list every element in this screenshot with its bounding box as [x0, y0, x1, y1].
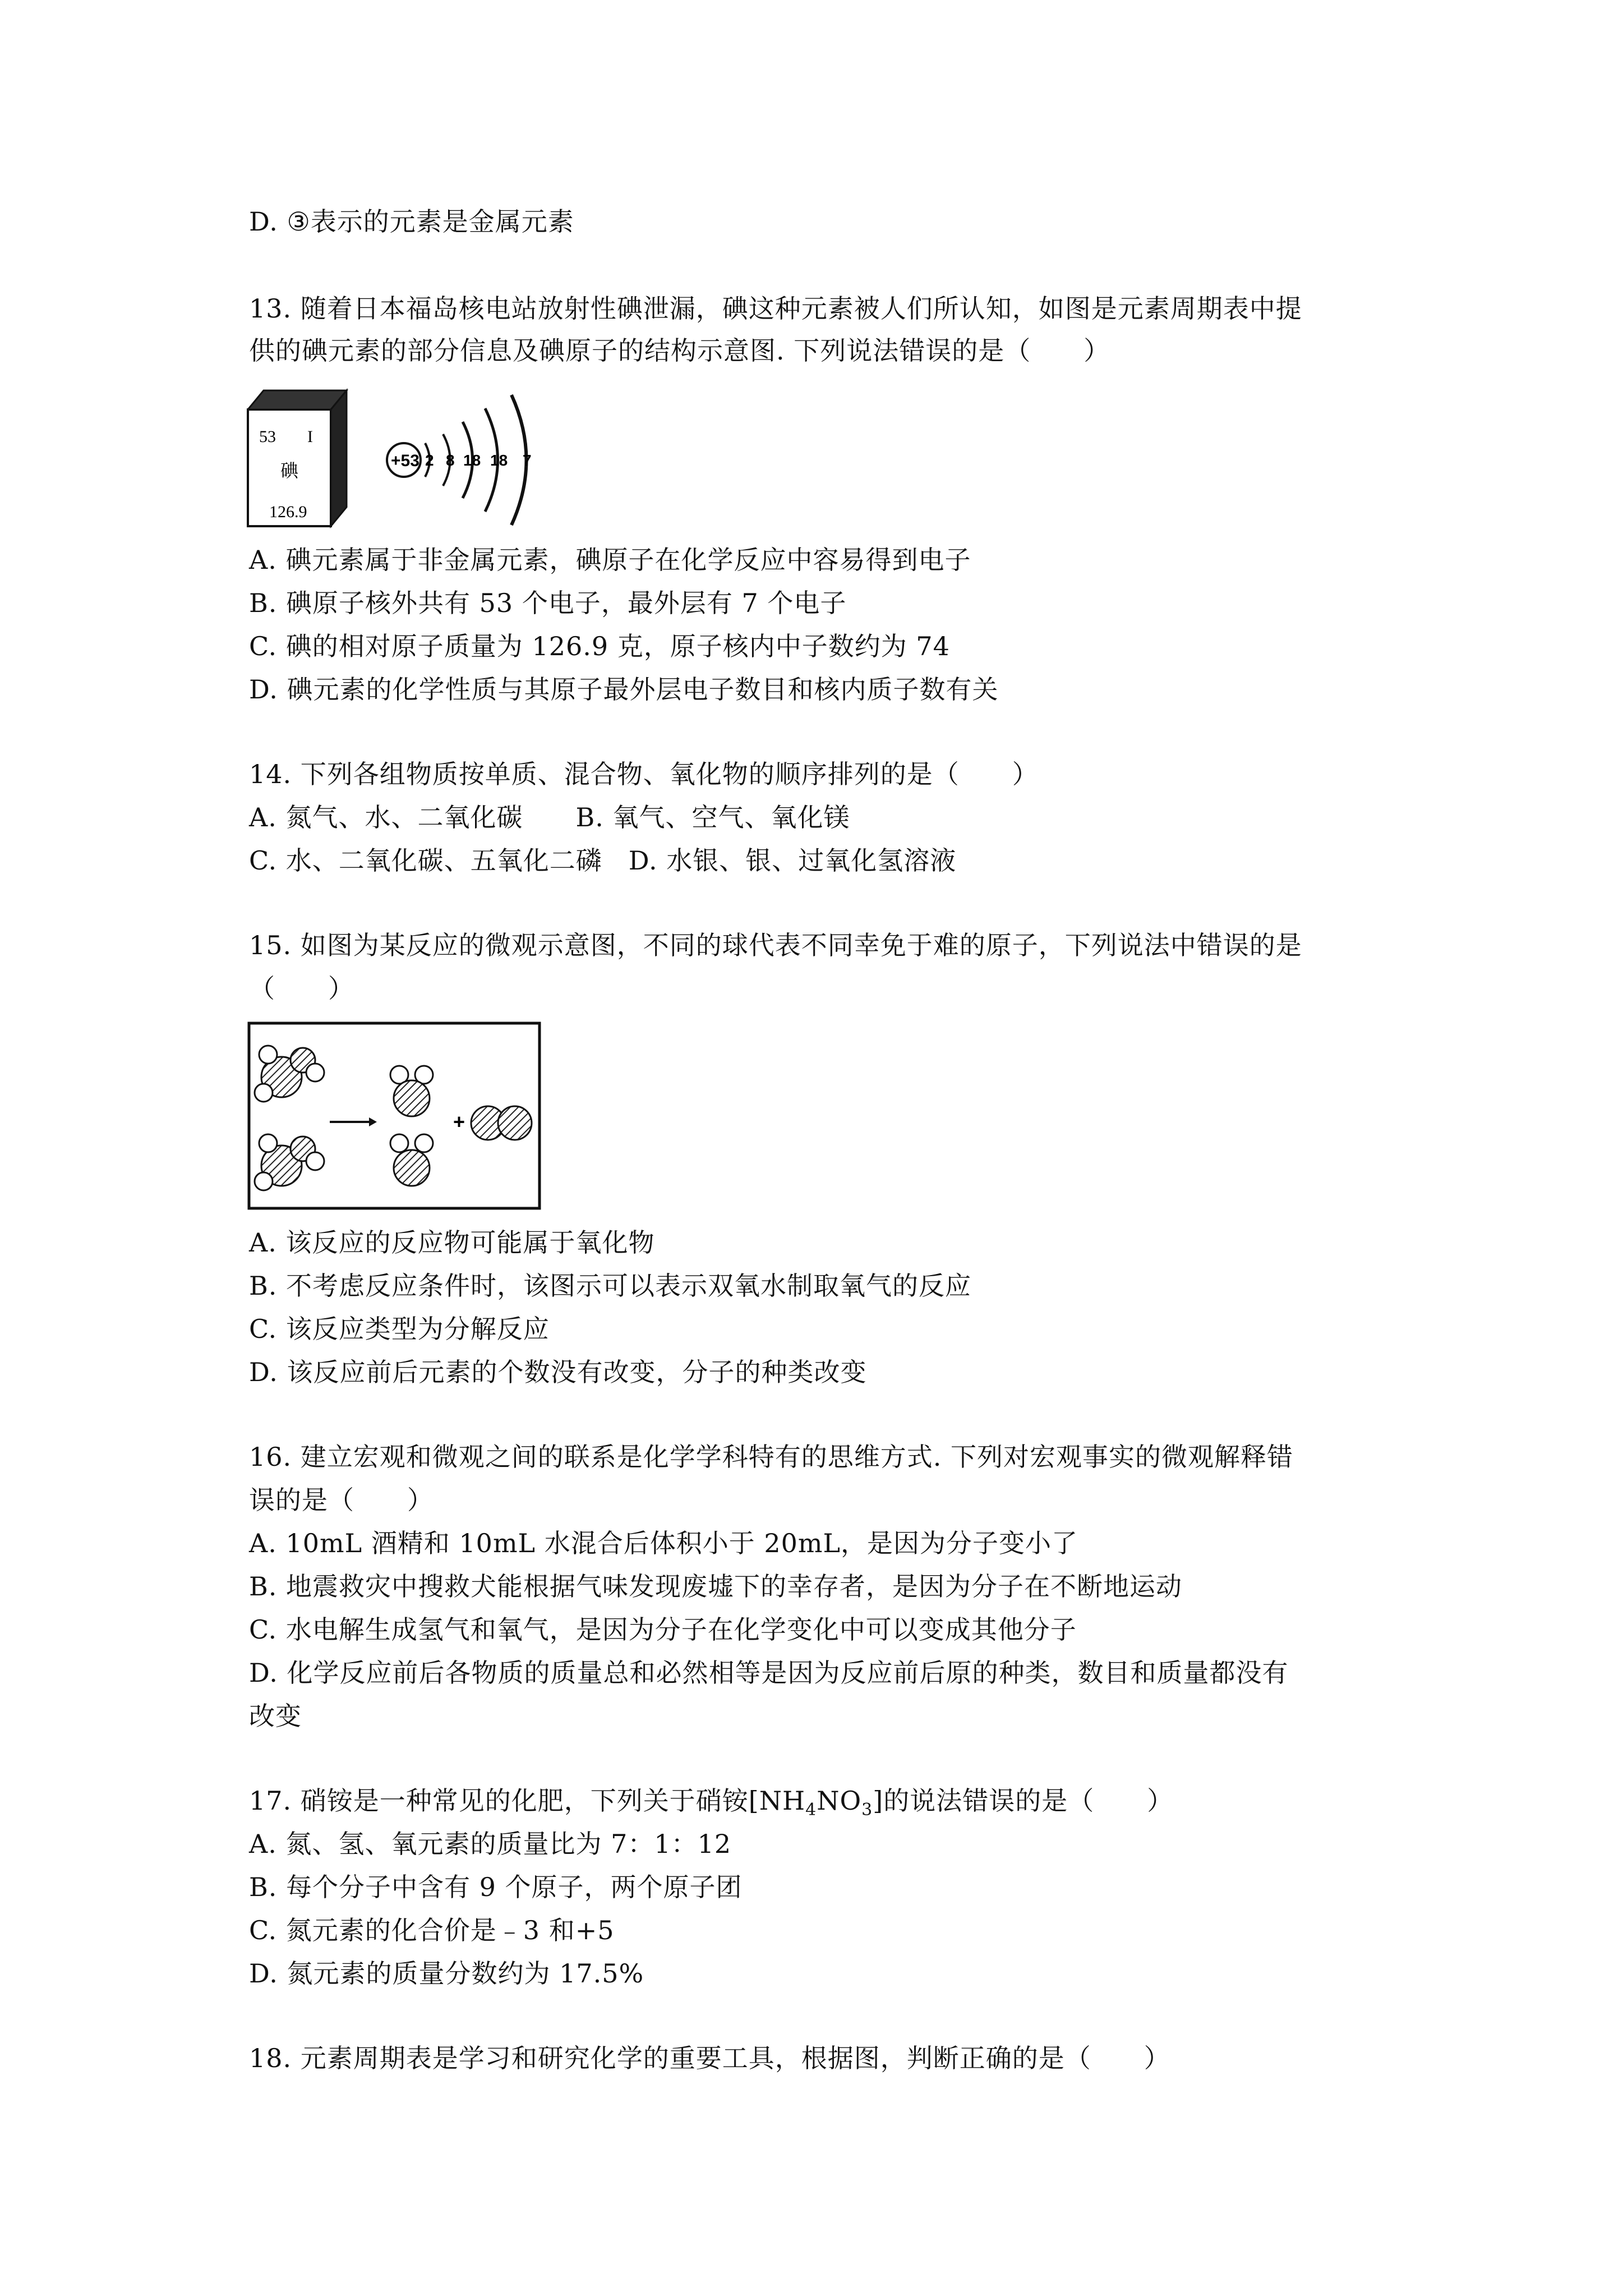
q17-option-d: D. 氮元素的质量分数约为 17.5% — [249, 1958, 644, 1989]
q14-options-ab: A. 氮气、水、二氧化碳 B. 氧气、空气、氧化镁 — [249, 802, 850, 832]
iodine-figure — [247, 387, 594, 533]
reactant-molecule-1 — [255, 1046, 324, 1102]
iodine-element-tile — [248, 390, 347, 526]
q15-option-d: D. 该反应前后元素的个数没有改变，分子的种类改变 — [249, 1357, 867, 1387]
q15-option-b: B. 不考虑反应条件时，该图示可以表示双氧水制取氧气的反应 — [249, 1271, 972, 1301]
plus-sign: + — [453, 1110, 465, 1133]
shell-count-3: 18 — [463, 452, 481, 469]
q13-option-c: C. 碘的相对原子质量为 126.9 克，原子核内中子数约为 74 — [249, 631, 950, 661]
q17-stem-post: ]的说法错误的是（ ） — [873, 1786, 1174, 1816]
iodine-atom-structure — [387, 395, 532, 525]
q13-option-a: A. 碘元素属于非金属元素，碘原子在化学反应中容易得到电子 — [249, 545, 971, 575]
q17-subscript-3: 3 — [861, 1800, 873, 1820]
q15-stem-line1: 15. 如图为某反应的微观示意图，不同的球代表不同幸免于难的原子，下列说法中错误的是 — [249, 930, 1302, 960]
shell-count-5: 7 — [523, 452, 532, 469]
q16-option-b: B. 地震救灾中搜救犬能根据气味发现废墟下的幸存者，是因为分子在不断地运动 — [249, 1571, 1183, 1602]
reaction-diagram — [247, 1021, 544, 1212]
q15-option-c: C. 该反应类型为分解反应 — [249, 1314, 550, 1344]
q16-option-d-line2: 改变 — [249, 1701, 302, 1731]
q17-stem — [249, 1784, 1173, 1818]
q16-option-c: C. 水电解生成氢气和氧气，是因为分子在化学变化中可以变成其他分子 — [249, 1614, 1077, 1645]
tile-atomic-number: 53 — [259, 427, 276, 446]
q17-subscript-4: 4 — [805, 1800, 817, 1820]
tile-symbol: I — [307, 427, 313, 446]
tile-name: 碘 — [280, 460, 299, 481]
q14-stem: 14. 下列各组物质按单质、混合物、氧化物的顺序排列的是（ ） — [249, 759, 1039, 789]
q15-stem-line2: （ ） — [249, 973, 354, 1004]
q17-option-c: C. 氮元素的化合价是﹣3 和+5 — [249, 1915, 615, 1945]
q17-option-b: B. 每个分子中含有 9 个原子，两个原子团 — [249, 1872, 743, 1902]
q15-option-a: A. 该反应的反应物可能属于氧化物 — [249, 1227, 655, 1258]
shell-count-1: 2 — [425, 452, 434, 469]
product-molecule-1 — [390, 1066, 433, 1116]
q16-stem-line1: 16. 建立宏观和微观之间的联系是化学学科特有的思维方式. 下列对宏观事实的微观解释错 — [249, 1442, 1294, 1472]
q14-options-cd: C. 水、二氧化碳、五氧化二磷 D. 水银、银、过氧化氢溶液 — [249, 845, 957, 876]
q13-stem-line2: 供的碘元素的部分信息及碘原子的结构示意图. 下列说法错误的是（ ） — [249, 335, 1110, 366]
q17-stem-mid: NO — [817, 1786, 862, 1816]
reaction-arrow — [330, 1117, 377, 1126]
product-molecule-2 — [390, 1134, 433, 1186]
q12-option-d: D. ③表示的元素是金属元素 — [249, 206, 574, 237]
q13-option-b: B. 碘原子核外共有 53 个电子，最外层有 7 个电子 — [249, 588, 847, 618]
shell-count-2: 8 — [446, 452, 455, 469]
reactant-molecule-2 — [255, 1134, 324, 1190]
nucleus-charge: +53 — [391, 452, 419, 470]
q17-stem-pre: 17. 硝铵是一种常见的化肥，下列关于硝铵[NH — [249, 1786, 806, 1816]
q18-stem: 18. 元素周期表是学习和研究化学的重要工具，根据图，判断正确的是（ ） — [249, 2043, 1170, 2073]
q16-option-d-line1: D. 化学反应前后各物质的质量总和必然相等是因为反应前后原的种类，数目和质量都没有 — [249, 1658, 1289, 1688]
q16-option-a: A. 10mL 酒精和 10mL 水混合后体积小于 20mL，是因为分子变小了 — [249, 1528, 1078, 1558]
q17-option-a: A. 氮、氢、氧元素的质量比为 7：1：12 — [249, 1829, 732, 1859]
tile-mass: 126.9 — [269, 503, 307, 521]
shell-count-4: 18 — [490, 452, 508, 469]
q16-stem-line2: 误的是（ ） — [249, 1485, 434, 1515]
q13-option-d: D. 碘元素的化学性质与其原子最外层电子数目和核内质子数有关 — [249, 674, 999, 705]
product-diatomic-molecule — [471, 1106, 532, 1140]
q13-stem-line1: 13. 随着日本福岛核电站放射性碘泄漏，碘这种元素被人们所认知，如图是元素周期表中提 — [249, 293, 1302, 324]
